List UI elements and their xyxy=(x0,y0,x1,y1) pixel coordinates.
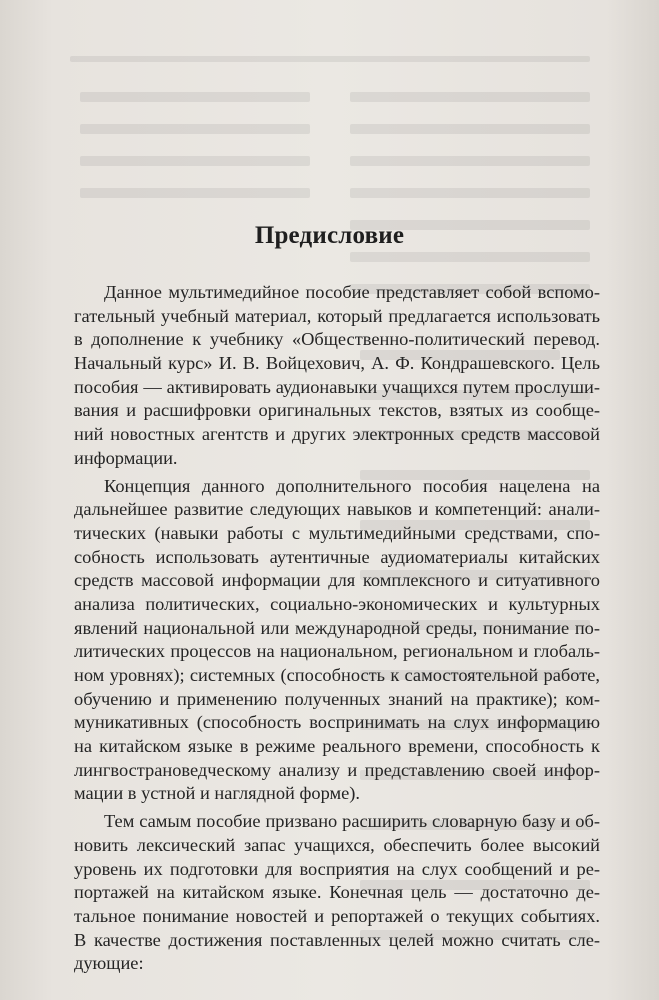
text-line: ний новостных агентств и других электронных средств массовой xyxy=(74,424,600,445)
text-line: обучению и применению полученных знаний на практике); ком- xyxy=(74,688,600,709)
text-line: анализа политических, социально-экономических и культурных xyxy=(74,593,600,614)
text-line: Тем самым пособие призвано расширить словарную базу и об- xyxy=(104,811,600,832)
text-line: дующие: xyxy=(74,953,144,974)
text-line: В качестве достижения поставленных целей можно считать сле- xyxy=(74,929,600,950)
page-title: Предисловие xyxy=(254,222,405,249)
text-line: вания и расшифровки оригинальных текстов, взятых из сообще- xyxy=(74,400,600,421)
paragraph-1 xyxy=(74,281,600,471)
paragraph-3 xyxy=(74,810,600,976)
text-line: мации в устной и наглядной форме). xyxy=(74,783,361,804)
text-line: в дополнение к учебнику «Общественно-политический перевод. xyxy=(74,329,600,350)
text-line: гательный учебный материал, который предлагается использовать xyxy=(74,305,600,326)
text-line: новить лексический запас учащихся, обеспечить более высокий xyxy=(74,834,600,855)
text-line: пособия — активировать аудионавыки учащихся путем прослуши- xyxy=(74,376,600,397)
paragraph-2 xyxy=(74,475,600,807)
text-line: информации. xyxy=(74,447,178,468)
text-line: литических процессов на национальном, региональном и глобаль- xyxy=(74,641,600,662)
text-line: портажей на китайском языке. Конечная цель — достаточно де- xyxy=(74,882,600,903)
text-line: Данное мультимедийное пособие представляет собой вспомо- xyxy=(104,282,600,302)
text-line: тических (навыки работы с мультимедийными средствами, спо- xyxy=(74,522,600,543)
text-line: средств массовой информации для комплексного и ситуативного xyxy=(74,570,600,591)
text-line: муникативных (способность воспринимать на слух информацию xyxy=(74,712,600,733)
text-line: ном уровнях); системных (способность к самостоятельной работе, xyxy=(74,665,600,685)
text-line: дальнейшее развитие следующих навыков и компетенций: анали- xyxy=(74,499,600,520)
text-line: явлений национальной или международной среды, понимание по- xyxy=(74,617,600,638)
text-line: лингвострановедческому анализу и представлению своей инфор- xyxy=(74,759,600,780)
text-line: тальное понимание новостей и репортажей о текущих событиях. xyxy=(74,905,600,926)
text-line: Начальный курс» И. В. Войцехович, А. Ф. Кондрашевского. Цель xyxy=(74,353,600,374)
text-line: Концепция данного дополнительного пособия нацелена на xyxy=(104,475,600,496)
text-line: собность использовать аутентичные аудиоматериалы китайских xyxy=(74,546,600,567)
text-line: уровень их подготовки для восприятия на слух сообщений и ре- xyxy=(74,858,600,879)
preface-text xyxy=(74,281,600,976)
text-line: на китайском языке в режиме реального времени, способность к xyxy=(74,736,600,757)
